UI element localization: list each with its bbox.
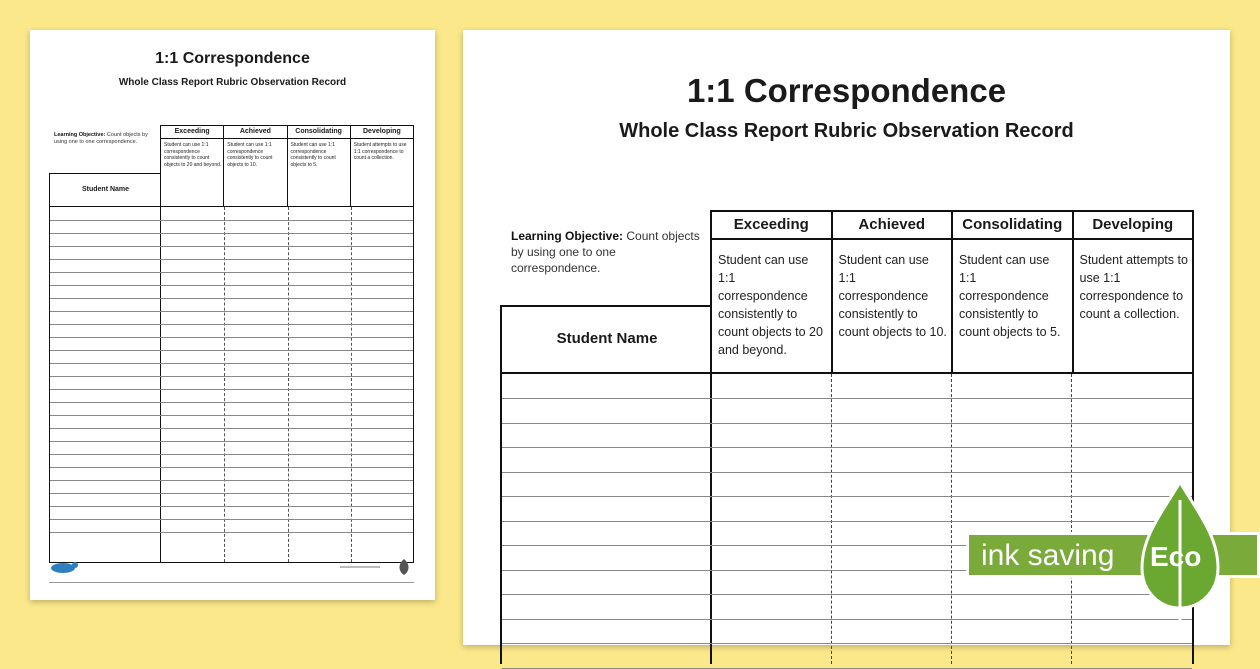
ink-saving-label: ink saving: [981, 539, 1115, 572]
table-row-line: [50, 415, 413, 416]
table-row-line: [50, 467, 413, 468]
level-label: Exceeding: [712, 212, 831, 240]
column-divider: [288, 207, 289, 562]
table-row-line: [50, 441, 413, 442]
table-row-line: [50, 246, 413, 247]
table-row-line: [502, 668, 1192, 669]
page-title: 1:1 Correspondence: [686, 72, 1007, 109]
table-row-line: [50, 363, 413, 364]
table-row-line: [502, 398, 1192, 399]
table-row-line: [50, 480, 413, 481]
small-learning-objective: Learning Objective: Count objects by using one to one correspondence.: [54, 132, 148, 145]
table-row-line: [50, 311, 413, 312]
table-row-line: [50, 298, 413, 299]
table-row-line: [50, 454, 413, 455]
level-description: Student can use 1:1 correspondence consistently to count objects to 20 and beyond.: [718, 253, 823, 357]
column-divider: [710, 374, 712, 664]
table-row-line: [50, 324, 413, 325]
column-divider: [160, 207, 161, 562]
table-row-line: [50, 376, 413, 377]
level-description: Student can use 1:1 correspondence consistently to count objects to 5.: [959, 253, 1061, 339]
learning-objective: Learning Objective: Count objects by using one to one correspondence.: [511, 229, 700, 275]
small-title: 1:1 Correspondence: [155, 50, 310, 67]
brand-logo-icon: [49, 560, 81, 574]
level-developing: [1072, 212, 1193, 372]
level-label: Developing: [1074, 212, 1193, 240]
small-student-name-header: Student Name: [49, 173, 161, 207]
small-subtitle: Whole Class Report Rubric Observation Record: [118, 77, 347, 88]
small-level-exceeding: Exceeding Student can use 1:1 correspondence consistently to count objects to 20 and beyond.: [161, 126, 223, 206]
table-row-line: [502, 643, 1192, 644]
table-row-line: [50, 285, 413, 286]
table-row-line: [502, 447, 1192, 448]
sustainability-leaf-icon: [395, 558, 413, 576]
table-row-line: [50, 272, 413, 273]
level-description: Student attempts to use 1:1 correspondence to count a collection.: [1079, 253, 1188, 321]
eco-label: Eco: [1150, 541, 1202, 572]
level-achieved: [831, 212, 952, 372]
student-name-header: Student Name: [500, 305, 712, 374]
small-level-achieved: Achieved Student can use 1:1 correspondence consistently to count objects to 10.: [223, 126, 286, 206]
table-row-line: [50, 337, 413, 338]
table-row-line: [50, 233, 413, 234]
footer-fine-print: [340, 565, 384, 570]
level-consolidating: [951, 212, 1072, 372]
table-row-line: [50, 259, 413, 260]
column-divider: [951, 374, 952, 664]
level-description: Student can use 1:1 correspondence consistently to count objects to 10.: [838, 253, 947, 339]
page-subtitle: Whole Class Report Rubric Observation Record: [619, 120, 1074, 142]
table-row-line: [502, 423, 1192, 424]
small-level-headers: [160, 125, 414, 207]
small-worksheet-preview[interactable]: [30, 30, 435, 600]
table-row-line: [50, 220, 413, 221]
table-row-line: [50, 519, 413, 520]
table-row-line: [50, 493, 413, 494]
table-row-line: [50, 506, 413, 507]
small-rubric-table: [49, 125, 414, 565]
table-row-line: [502, 472, 1192, 473]
table-row-line: [50, 402, 413, 403]
table-row-line: [50, 389, 413, 390]
column-divider: [224, 207, 225, 562]
footer-divider: [49, 582, 414, 583]
column-divider: [831, 374, 832, 664]
table-row-line: [50, 532, 413, 533]
level-exceeding: [712, 212, 831, 372]
small-level-developing: Developing Student attempts to use 1:1 correspondence to count a collection.: [350, 126, 413, 206]
level-label: Achieved: [833, 212, 952, 240]
small-table-body: [49, 207, 414, 563]
table-row-line: [50, 350, 413, 351]
ink-saving-eco-badge: [966, 480, 1260, 630]
level-headers: [710, 210, 1194, 374]
small-level-consolidating: Consolidating Student can use 1:1 correspondence consistently to count objects to 5.: [287, 126, 350, 206]
table-row-line: [50, 428, 413, 429]
column-divider: [351, 207, 352, 562]
level-label: Consolidating: [953, 212, 1072, 240]
